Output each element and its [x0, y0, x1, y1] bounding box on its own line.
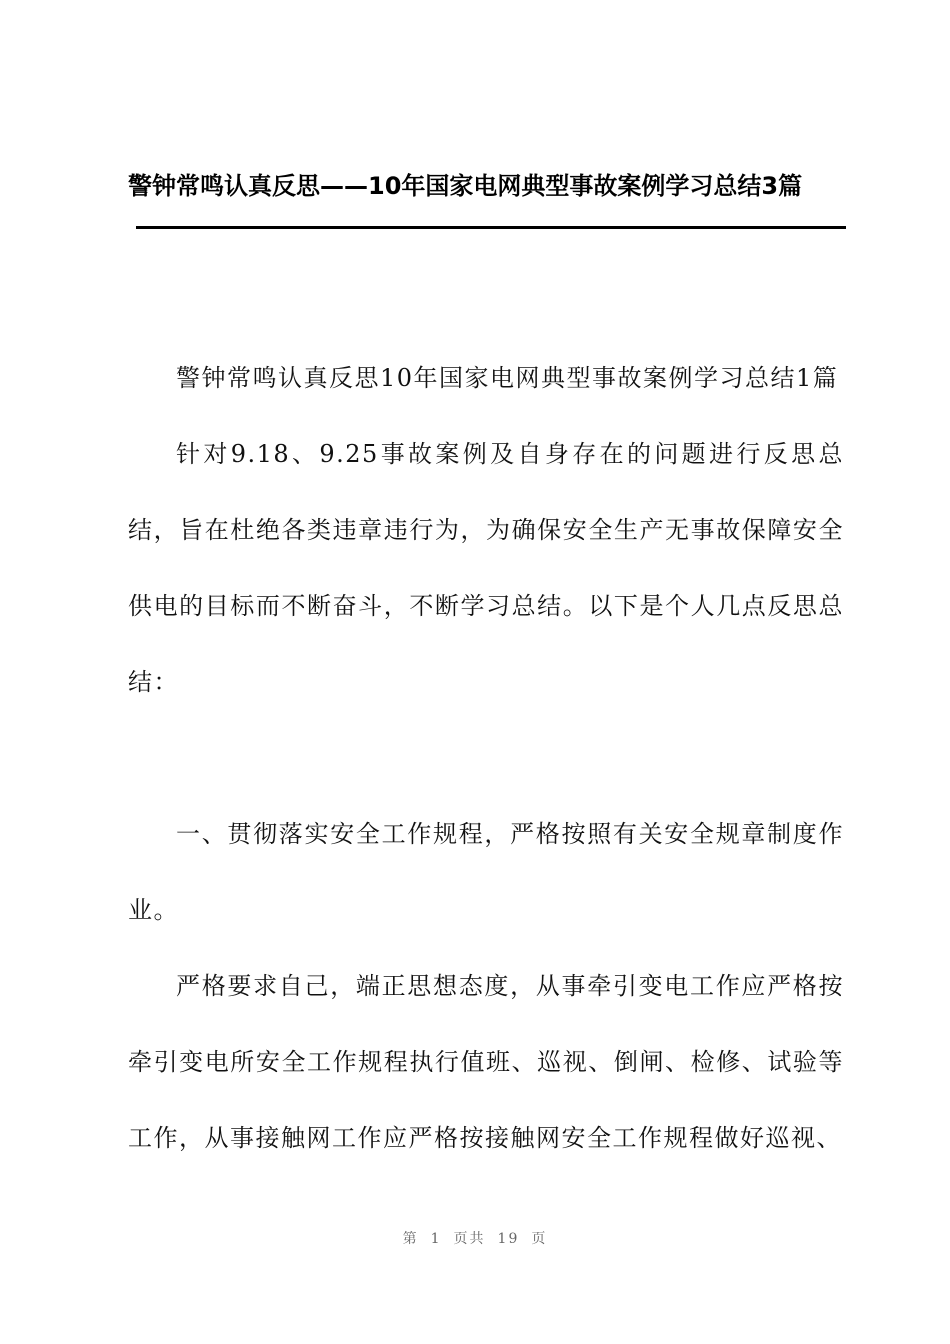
total-pages: 19 — [497, 1231, 520, 1247]
page-number: 1 — [430, 1231, 442, 1247]
point-one-heading: 一、贯彻落实安全工作规程，严格按照有关安全规章制度作业。 — [128, 820, 844, 924]
paragraph-spacer — [128, 720, 844, 796]
page-label-suffix: 页 — [531, 1231, 548, 1247]
document-body — [128, 340, 844, 1176]
page-footer — [0, 1228, 950, 1248]
point-one-paragraph: 严格要求自己，端正思想态度，从事牵引变电工作应严格按牵引变电所安全工作规程执行值班、巡视、倒闸、检修、试验等工作，从事接触网工作应严格按接触网安全工作规程做好巡视、 — [128, 972, 844, 1152]
document-title: 警钟常鸣认真反思——10年国家电网典型事故案例学习总结3篇 — [128, 172, 803, 200]
section-heading: 警钟常鸣认真反思10年国家电网典型事故案例学习总结1篇 — [176, 364, 839, 392]
page-label-prefix: 第 — [402, 1231, 419, 1247]
title-underline — [136, 226, 846, 229]
intro-paragraph: 针对9.18、9.25事故案例及自身存在的问题进行反思总结，旨在杜绝各类违章违行为，为确保安全生产无事故保障安全供电的目标而不断奋斗，不断学习总结。以下是个人几点反思总结： — [128, 440, 844, 696]
page-label-mid: 页共 — [453, 1231, 486, 1247]
